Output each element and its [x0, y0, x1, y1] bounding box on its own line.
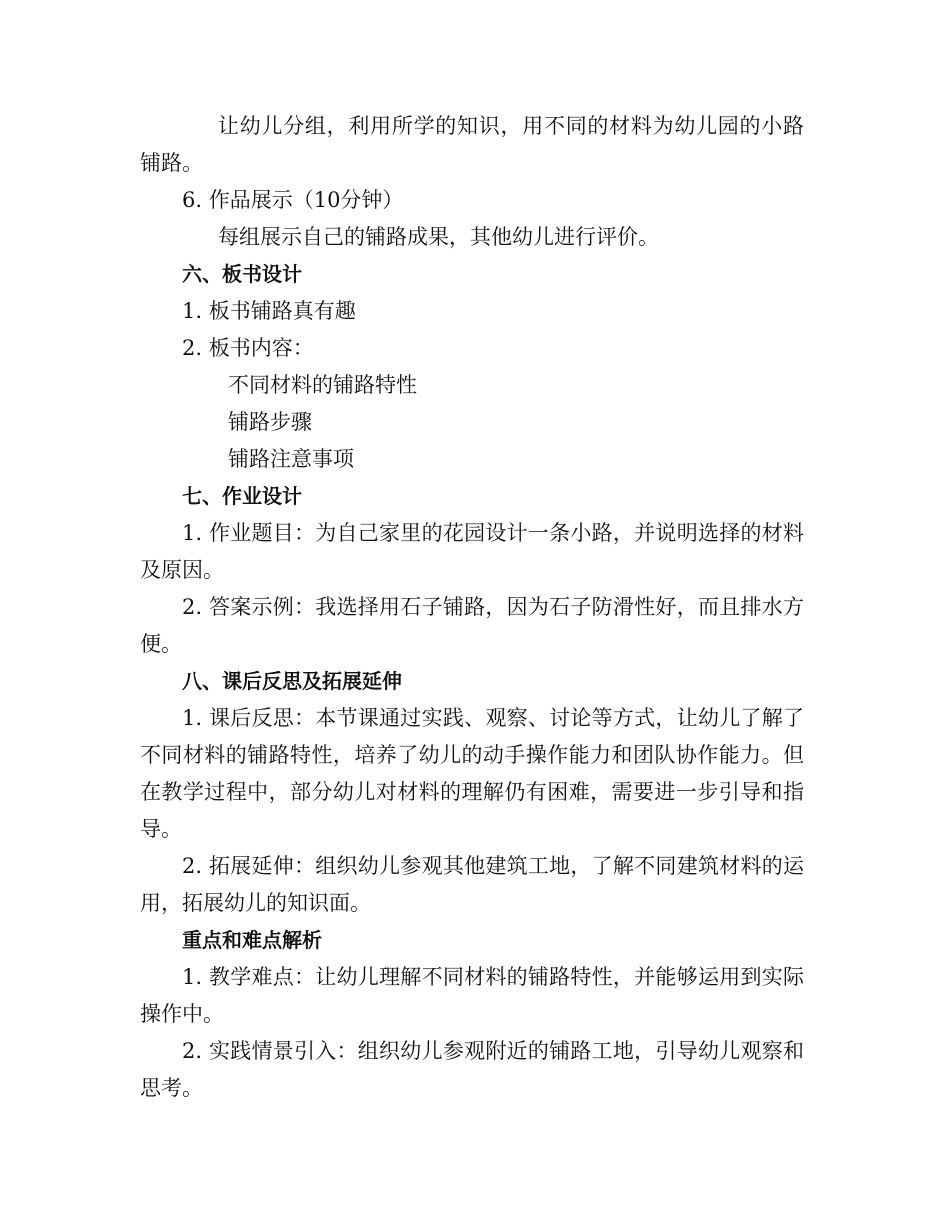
list-item-homework-answer: 2. 答案示例：我选择用石子铺路，因为石子防滑性好，而且排水方便。 [140, 595, 804, 656]
section-heading-reflection: 八、课后反思及拓展延伸 [182, 669, 402, 693]
board-content-item: 铺路注意事项 [228, 447, 354, 471]
section-heading-key-points: 重点和难点解析 [182, 928, 322, 952]
paragraph-display-evaluation: 每组展示自己的铺路成果，其他幼儿进行评价。 [218, 225, 659, 249]
section-heading-board-design: 六、板书设计 [182, 262, 302, 286]
document-body [140, 108, 804, 1107]
list-item-board-content: 2. 板书内容： [182, 336, 314, 360]
list-item-practice-intro: 2. 实践情景引入：组织幼儿参观附近的铺路工地，引导幼儿观察和思考。 [140, 1039, 804, 1100]
board-content-item: 不同材料的铺路特性 [228, 373, 417, 397]
list-item-reflection: 1. 课后反思：本节课通过实践、观察、讨论等方式，让幼儿了解了不同材料的铺路特性，培养了幼儿的动手操作能力和团队协作能力。但在教学过程中，部分幼儿对材料的理解仍有困难，需要进一步引导和指导。 [140, 706, 804, 841]
board-content-item: 铺路步骤 [228, 410, 312, 434]
paragraph-group-paving: 让幼儿分组，利用所学的知识，用不同的材料为幼儿园的小路铺路。 [140, 114, 804, 175]
list-item-board-title: 1. 板书铺路真有趣 [182, 299, 356, 323]
list-item-difficulty: 1. 教学难点：让幼儿理解不同材料的铺路特性，并能够运用到实际操作中。 [140, 965, 804, 1026]
list-item-work-display: 6. 作品展示（10分钟） [182, 188, 404, 212]
list-item-extension: 2. 拓展延伸：组织幼儿参观其他建筑工地，了解不同建筑材料的运用，拓展幼儿的知识面。 [140, 854, 804, 915]
list-item-homework-question: 1. 作业题目：为自己家里的花园设计一条小路，并说明选择的材料及原因。 [140, 521, 804, 582]
section-heading-homework: 七、作业设计 [182, 484, 302, 508]
